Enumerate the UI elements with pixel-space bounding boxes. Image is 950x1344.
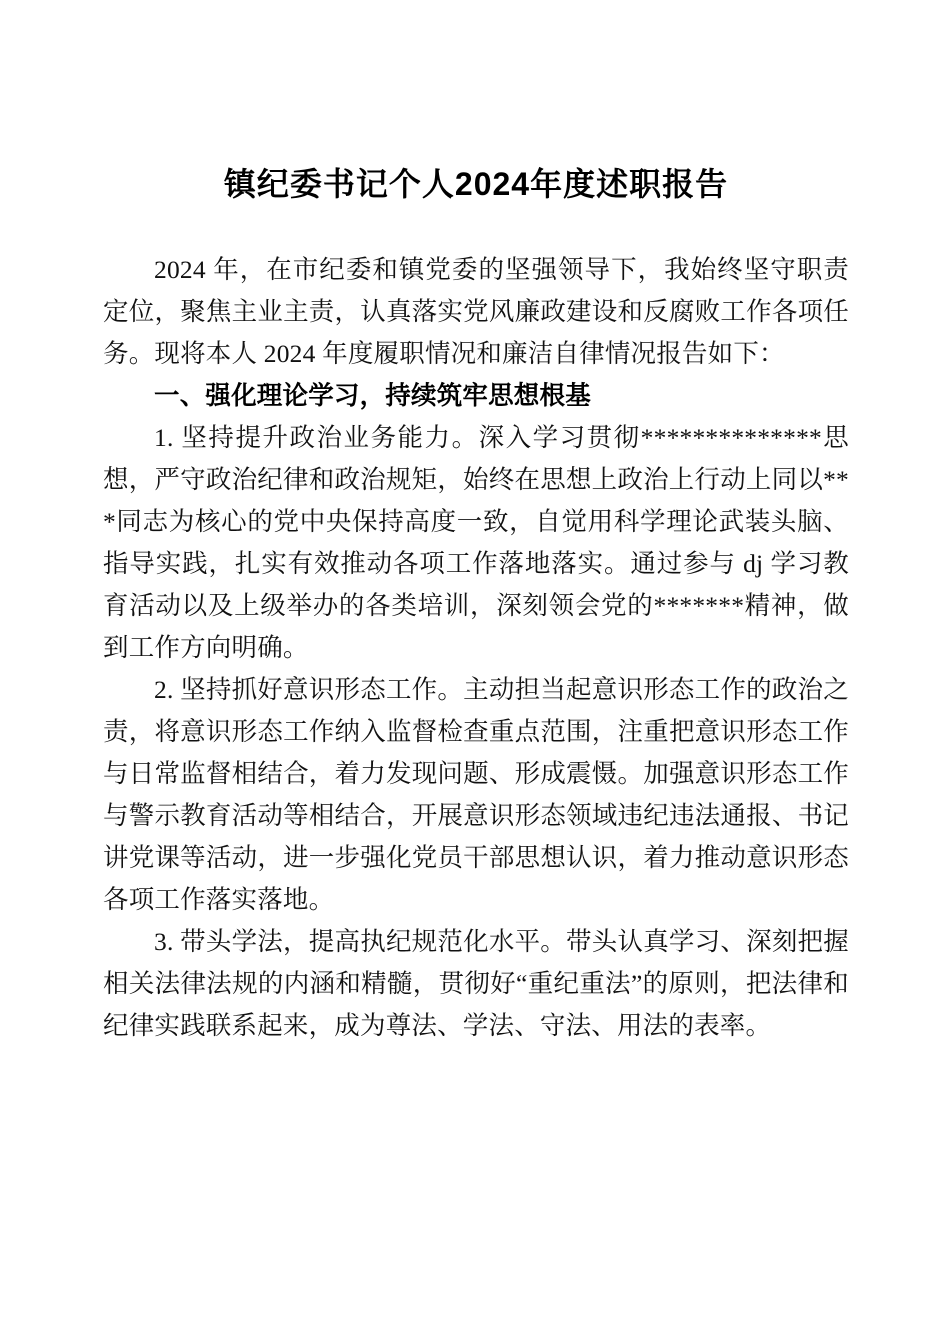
item-2-paragraph: 2. 坚持抓好意识形态工作。主动担当起意识形态工作的政治之责，将意识形态工作纳入监督检查重点范围，注重把意识形态工作与日常监督相结合，着力发现问题、形成震慑。加强意识形态工作与警示教育活动等相结合，开展意识形态领域违纪违法通报、书记讲党课等活动，进一步强化党员干部思想认识，着力推动意识形态各项工作落实落地。 [103, 675, 849, 914]
section-heading-1: 一、强化理论学习，持续筑牢思想根基 [154, 382, 591, 410]
document-body [103, 249, 849, 1047]
item-3-paragraph: 3. 带头学法，提高执纪规范化水平。带头认真学习、深刻把握相关法律法规的内涵和精髓，贯彻好“重纪重法”的原则，把法律和纪律实践联系起来，成为尊法、学法、守法、用法的表率。 [103, 927, 849, 1040]
document-content [103, 0, 849, 1047]
page-title: 镇纪委书记个人2024年度述职报告 [223, 166, 729, 202]
item-1-paragraph: 1. 坚持提升政治业务能力。深入学习贯彻**************思想，严守政治纪律和政治规矩，始终在思想上政治上行动上同以***同志为核心的党中央保持高度一致，自觉用科学理论武装头脑、指导实践，扎实有效推动各项工作落地落实。通过参与 dj 学习教育活动以及上级举办的各类培训，深刻领会党的*******精神，做到工作方向明确。 [103, 423, 849, 662]
intro-paragraph: 2024 年，在市纪委和镇党委的坚强领导下，我始终坚守职责定位，聚焦主业主责，认真落实党风廉政建设和反腐败工作各项任务。现将本人 2024 年度履职情况和廉洁自律情况报告如下： [103, 255, 849, 368]
